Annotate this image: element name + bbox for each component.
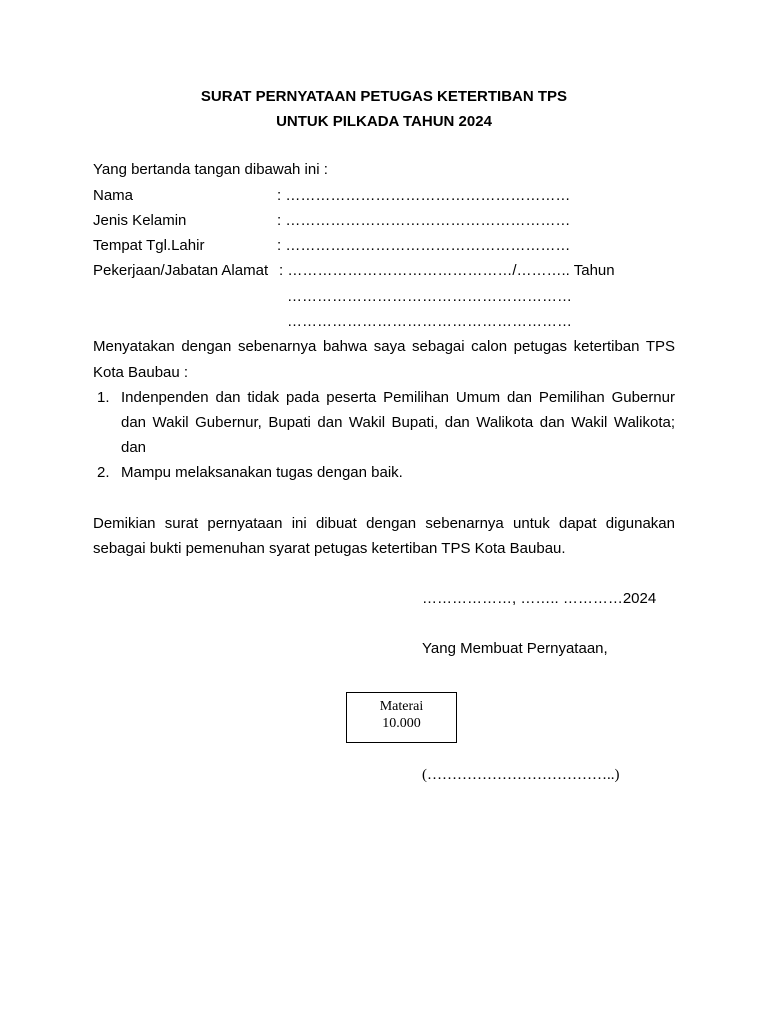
statement-line-2: Kota Baubau : xyxy=(93,364,189,381)
signature-line: (………………………………..) xyxy=(422,767,620,783)
closing-line-2: sebagai bukti pemenuhan syarat petugas ketertiban TPS Kota Baubau. xyxy=(93,540,566,557)
field-value-pekerjaan-alamat: : ………………………………………/……….. Tahun xyxy=(279,262,615,279)
list-item-number: 2. xyxy=(97,464,110,481)
field-label-tempat-tgl-lahir: Tempat Tgl.Lahir xyxy=(93,237,205,254)
signer-caption: Yang Membuat Pernyataan, xyxy=(422,640,608,657)
stamp-box xyxy=(346,692,457,743)
field-label-jenis-kelamin: Jenis Kelamin xyxy=(93,212,187,229)
statement-line-1: Menyatakan dengan sebenarnya bahwa saya sebagai calon petugas ketertiban TPS xyxy=(93,338,675,355)
closing-line-1: Demikian surat pernyataan ini dibuat dengan sebenarnya untuk dapat digunakan xyxy=(93,515,675,532)
place-date: ………………, …….. …………2024 xyxy=(422,590,657,607)
document-title: SURAT PERNYATAAN PETUGAS KETERTIBAN TPS xyxy=(200,88,568,105)
document-subtitle: UNTUK PILKADA TAHUN 2024 xyxy=(276,113,492,130)
field-value-nama: : ………………………………………………… xyxy=(277,187,571,204)
list-item-text: dan Wakil Gubernur, Bupati dan Wakil Bupati, dan Walikota dan Wakil Walikota; xyxy=(121,414,675,431)
intro-text: Yang bertanda tangan dibawah ini : xyxy=(93,161,328,178)
list-item-text: dan xyxy=(121,439,147,456)
field-value-jenis-kelamin: : ………………………………………………… xyxy=(277,212,571,229)
address-line-1: ………………………………………………… xyxy=(287,288,572,305)
stamp-label: Materai xyxy=(379,699,424,714)
field-value-tempat-tgl-lahir: : ………………………………………………… xyxy=(277,237,571,254)
field-label-pekerjaan-alamat: Pekerjaan/Jabatan Alamat xyxy=(93,262,269,279)
list-item-number: 1. xyxy=(97,389,110,406)
stamp-value: 10.000 xyxy=(382,716,421,731)
list-item-text: Indenpenden dan tidak pada peserta Pemilihan Umum dan Pemilihan Gubernur xyxy=(121,389,675,406)
field-label-nama: Nama xyxy=(93,187,134,204)
list-item-text: Mampu melaksanakan tugas dengan baik. xyxy=(121,464,403,481)
address-line-2: ………………………………………………… xyxy=(287,313,572,330)
